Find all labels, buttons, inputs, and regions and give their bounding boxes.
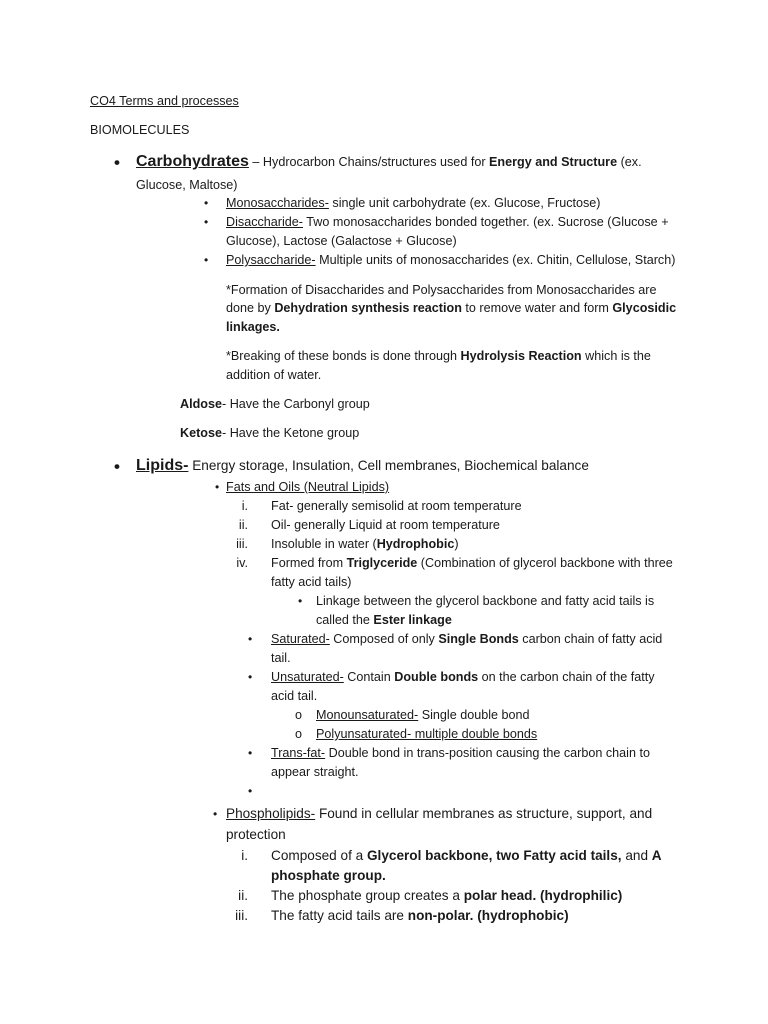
bullet-icon: • <box>248 670 253 684</box>
list-number: i. <box>241 848 248 863</box>
saturated-item-line-2: tail. <box>271 651 291 665</box>
trans-fat-item-line-2: appear straight. <box>271 765 359 779</box>
list-item: Oil- generally Liquid at room temperature <box>271 518 500 532</box>
list-item-line-2: fatty acid tails) <box>271 575 352 589</box>
phospholipids-line <box>226 806 652 822</box>
text-bold: polar head. (hydrophilic) <box>463 888 623 903</box>
text-bold: A <box>651 848 662 863</box>
list-item: Fat- generally semisolid at room temperature <box>271 499 522 513</box>
text-bold: Double bonds <box>394 670 479 684</box>
bullet-icon: • <box>114 457 120 476</box>
term: Polysaccharide- <box>226 253 316 267</box>
term: Monosaccharides- <box>226 196 329 210</box>
bullet-icon: • <box>204 196 209 210</box>
text-span: on the carbon chain of the fatty <box>478 670 655 684</box>
text-span: The phosphate group creates a <box>271 888 464 903</box>
term: Monounsaturated- <box>316 708 419 722</box>
text-span: Multiple units of monosaccharides (ex. Chitin, Cellulose, Starch) <box>315 253 676 267</box>
list-item <box>271 536 459 552</box>
phospholipid-item <box>271 848 662 864</box>
breaking-note-line-2: addition of water. <box>226 368 322 382</box>
term: Aldose <box>180 397 222 411</box>
saturated-item <box>271 631 662 647</box>
bullet-icon: • <box>204 215 209 229</box>
lipids-line <box>136 458 589 474</box>
monosaccharides-item <box>226 195 601 211</box>
text-bold: Triglyceride <box>346 556 418 570</box>
list-number: iii. <box>236 537 248 551</box>
carbohydrates-line <box>136 154 642 170</box>
term: Trans-fat- <box>271 746 326 760</box>
list-number: iv. <box>236 556 248 570</box>
text-span: Found in cellular membranes as structure, support, and <box>315 806 653 821</box>
text-span: Formed from <box>271 556 347 570</box>
text-bold: Dehydration synthesis reaction <box>274 301 462 315</box>
bullet-icon: • <box>248 784 253 798</box>
disaccharide-item-line-2: Glucose), Lactose (Galactose + Glucose) <box>226 234 457 248</box>
text-span: Composed of a <box>271 848 367 863</box>
bullet-icon: • <box>248 746 253 760</box>
circle-bullet-icon: o <box>295 727 303 741</box>
term: Unsaturated- <box>271 670 344 684</box>
formation-note-line-3: linkages. <box>226 320 280 334</box>
ketose-line <box>180 425 359 441</box>
text-bold: Single Bonds <box>438 632 519 646</box>
aldose-line <box>180 396 370 412</box>
text-span: single unit carbohydrate (ex. Glucose, Fructose) <box>328 196 601 210</box>
phospholipids-line-2: protection <box>226 827 286 842</box>
text-span: Single double bond <box>418 708 530 722</box>
bullet-icon: • <box>215 480 220 494</box>
disaccharide-item <box>226 214 669 230</box>
text-span: which is the <box>581 349 651 363</box>
term: Disaccharide- <box>226 215 303 229</box>
text-bold: Glycosidic <box>612 301 677 315</box>
bullet-icon: • <box>298 594 303 608</box>
text-bold: Glycerol backbone, two Fatty acid tails, <box>366 848 622 863</box>
list-number: i. <box>241 499 248 513</box>
breaking-note <box>226 348 651 364</box>
text-span: Double bond in trans-position causing the carbon chain to <box>325 746 650 760</box>
bullet-icon: • <box>204 253 209 267</box>
text-bold: Ester linkage <box>373 613 452 627</box>
text-span: Contain <box>343 670 395 684</box>
unsaturated-item <box>271 669 655 685</box>
text-span: Energy storage, Insulation, Cell membranes, Biochemical balance <box>188 458 589 473</box>
polysaccharide-item <box>226 252 675 268</box>
text-span: (ex. <box>617 155 642 169</box>
text-span: Composed of only <box>329 632 439 646</box>
list-number: iii. <box>235 908 248 923</box>
text-bold: Hydrophobic <box>376 537 455 551</box>
list-number: ii. <box>238 518 248 532</box>
list-item <box>271 555 673 571</box>
section-heading: BIOMOLECULES <box>90 123 190 137</box>
unsaturated-item-line-2: acid tail. <box>271 689 318 703</box>
bullet-icon: • <box>213 807 218 821</box>
term: Saturated- <box>271 632 330 646</box>
text-span: – Hydrocarbon Chains/structures used for <box>248 155 490 169</box>
monounsaturated-item <box>316 707 530 723</box>
text-span: called the <box>316 613 374 627</box>
phospholipid-item-line-2: phosphate group. <box>271 868 386 883</box>
text-span: and <box>621 848 652 863</box>
fats-and-oils-heading: Fats and Oils (Neutral Lipids) <box>226 480 390 494</box>
circle-bullet-icon: o <box>295 708 303 722</box>
bullet-icon: • <box>114 153 120 172</box>
text-span: ) <box>454 537 459 551</box>
text-span: Insoluble in water ( <box>271 537 377 551</box>
ester-linkage-item-line-2 <box>316 612 452 628</box>
term: Phospholipids- <box>226 806 316 821</box>
text-span: (Combination of glycerol backbone with three <box>417 556 673 570</box>
text-span: - Have the Carbonyl group <box>222 397 370 411</box>
ester-linkage-item: Linkage between the glycerol backbone and fatty acid tails is <box>316 594 655 608</box>
text-bold: non-polar. (hydrophobic) <box>407 908 569 923</box>
phospholipid-item <box>271 908 569 924</box>
text-bold: Hydrolysis Reaction <box>460 349 582 363</box>
document-title: CO4 Terms and processes <box>90 94 239 108</box>
text-bold: Energy and Structure <box>489 155 618 169</box>
lipids-heading: Lipids- <box>136 457 189 474</box>
carbohydrates-heading: Carbohydrates <box>136 153 249 170</box>
text-span: The fatty acid tails are <box>271 908 408 923</box>
formation-note: *Formation of Disaccharides and Polysaccharides from Monosaccharides are <box>226 283 657 297</box>
text-span: done by <box>226 301 275 315</box>
phospholipid-item <box>271 888 622 904</box>
text-span: *Breaking of these bonds is done through <box>226 349 461 363</box>
text-span: to remove water and form <box>461 301 613 315</box>
term: Ketose <box>180 426 222 440</box>
text-span: - Have the Ketone group <box>222 426 360 440</box>
text-span: Two monosaccharides bonded together. (ex. Sucrose (Glucose + <box>303 215 669 229</box>
polyunsaturated-item: Polyunsaturated- multiple double bonds <box>316 727 538 741</box>
formation-note-line-2 <box>226 300 676 316</box>
bullet-icon: • <box>248 632 253 646</box>
trans-fat-item <box>271 745 650 761</box>
carbohydrates-line-2: Glucose, Maltose) <box>136 178 238 192</box>
list-number: ii. <box>238 888 248 903</box>
text-span: carbon chain of fatty acid <box>518 632 663 646</box>
